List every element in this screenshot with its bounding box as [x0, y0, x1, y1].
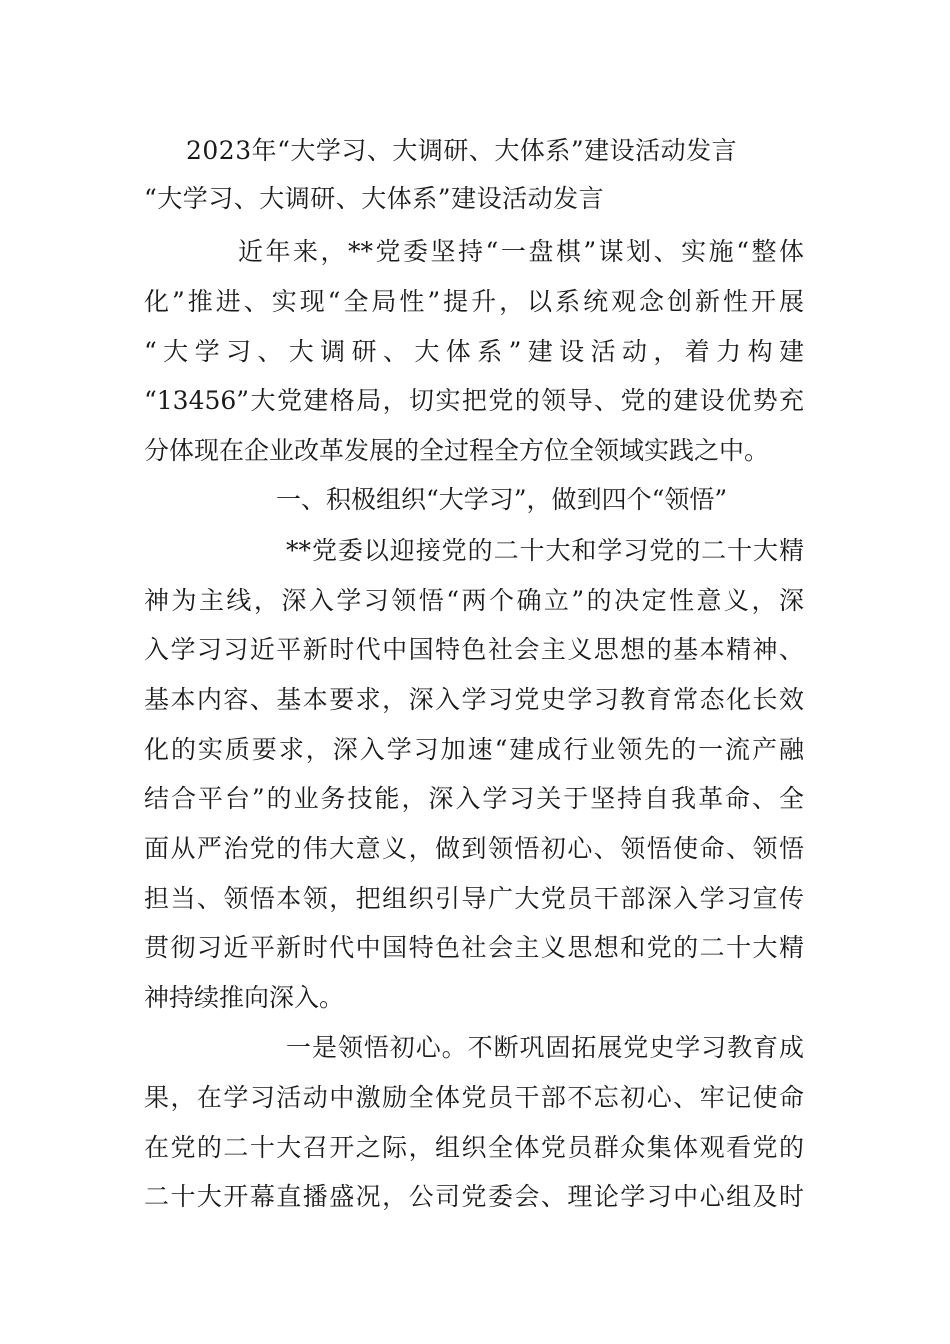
section1-line-3: 入学习习近平新时代中国特色社会主义思想的基本精神、: [144, 635, 804, 664]
para2-line-1: 一是领悟初心。不断巩固拓展党史学习教育成: [286, 1033, 804, 1062]
document-title: 2023年“大学习、大调研、大体系”建设活动发言: [186, 136, 738, 165]
section-heading: 一、积极组织“大学习”，做到四个“领悟”: [276, 485, 728, 514]
intro-line-1: 近年来，**党委坚持“一盘棋”谋划、实施“整体: [238, 237, 804, 266]
section1-line-5: 化的实质要求，深入学习加速“建成行业领先的一流产融: [144, 735, 804, 764]
section1-line-9: 贯彻习近平新时代中国特色社会主义思想和党的二十大精: [144, 933, 804, 962]
para2-line-2: 果，在学习活动中激励全体党员干部不忘初心、牢记使命: [144, 1083, 804, 1112]
section1-line-7: 面从严治党的伟大意义，做到领悟初心、领悟使命、领悟: [144, 834, 804, 863]
para2-line-4: 二十大开幕直播盛况，公司党委会、理论学习中心组及时: [144, 1182, 804, 1211]
intro-line-5: 分体现在企业改革发展的全过程全方位全领域实践之中。: [144, 436, 770, 465]
section1-line-4: 基本内容、基本要求，深入学习党史学习教育常态化长效: [144, 685, 804, 714]
section1-line-10: 神持续推向深入。: [144, 983, 345, 1012]
document-subtitle: “大学习、大调研、大体系”建设活动发言: [144, 184, 605, 213]
intro-line-3: “大学习、大调研、大体系”建设活动，着力构建: [144, 337, 804, 366]
intro-line-4: “13456”大党建格局，切实把党的领导、党的建设优势充: [144, 386, 804, 415]
section1-line-6: 结合平台”的业务技能，深入学习关于坚持自我革命、全: [144, 784, 804, 813]
section1-line-1: **党委以迎接党的二十大和学习党的二十大精: [286, 536, 804, 565]
intro-line-2: 化”推进、实现“全局性”提升，以系统观念创新性开展: [144, 287, 804, 316]
section1-line-8: 担当、领悟本领，把组织引导广大党员干部深入学习宣传: [144, 884, 804, 913]
para2-line-3: 在党的二十大召开之际，组织全体党员群众集体观看党的: [144, 1133, 804, 1162]
section1-line-2: 神为主线，深入学习领悟“两个确立”的决定性意义，深: [144, 586, 804, 615]
